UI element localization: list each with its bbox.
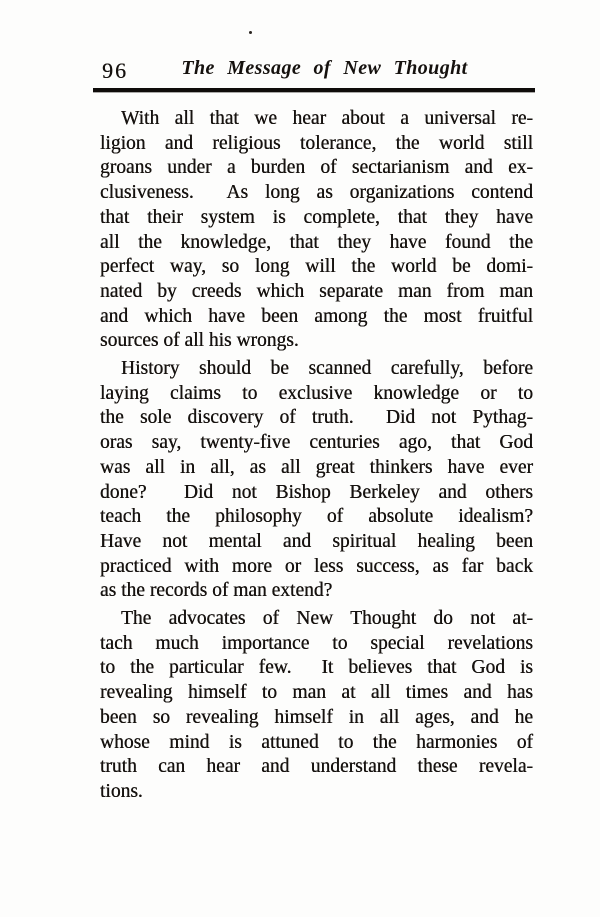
text-line: The advocates of New Thought do not at- <box>121 608 533 630</box>
text-line: sources of all his wrongs. <box>100 330 299 352</box>
text-block <box>100 107 533 808</box>
text-line: revealing himself to man at all times and has <box>100 682 533 704</box>
paragraph <box>100 107 533 354</box>
text-line: all the knowledge, that they have found the <box>100 231 533 253</box>
paragraph <box>100 357 533 604</box>
header-rule <box>93 88 535 92</box>
text-line: that their system is complete, that they have <box>100 206 533 228</box>
text-line: truth can hear and understand these revela- <box>100 756 533 778</box>
page-header <box>100 57 535 87</box>
text-line: practiced with more or less success, as far back <box>100 555 533 577</box>
text-line: laying claims to exclusive knowledge or to <box>100 382 533 404</box>
text-line: With all that we hear about a universal re- <box>121 108 533 129</box>
text-line: done? Did not Bishop Berkeley and others <box>100 481 533 503</box>
text-line: and which have been among the most fruitful <box>100 305 533 327</box>
text-line: whose mind is attuned to the harmonies of <box>100 731 533 753</box>
text-line: to the particular few. It believes that God is <box>100 657 533 679</box>
paragraph <box>100 607 533 805</box>
text-line: Have not mental and spiritual healing been <box>100 530 533 552</box>
text-line: ligion and religious tolerance, the world still <box>100 132 533 154</box>
text-line: perfect way, so long will the world be domi- <box>100 256 533 278</box>
text-line: oras say, twenty-five centuries ago, that God <box>100 432 533 454</box>
text-line: clusiveness. As long as organizations contend <box>100 182 533 204</box>
text-line: been so revealing himself in all ages, and he <box>100 706 533 728</box>
text-line: tach much importance to special revelations <box>100 632 533 654</box>
text-line: was all in all, as all great thinkers have ever <box>100 456 533 478</box>
text-line: teach the philosophy of absolute idealism? <box>100 506 533 528</box>
page-number: 96 <box>102 58 128 83</box>
text-line: the sole discovery of truth. Did not Pythag- <box>100 407 533 429</box>
text-line: History should be scanned carefully, before <box>121 358 533 380</box>
text-line: nated by creeds which separate man from man <box>100 280 533 302</box>
text-line: tions. <box>100 780 143 802</box>
text-line: groans under a burden of sectarianism and ex- <box>100 157 533 179</box>
text-line: as the records of man extend? <box>100 580 333 602</box>
scan-speck <box>249 31 252 34</box>
running-title: The Message of New Thought <box>181 57 468 79</box>
